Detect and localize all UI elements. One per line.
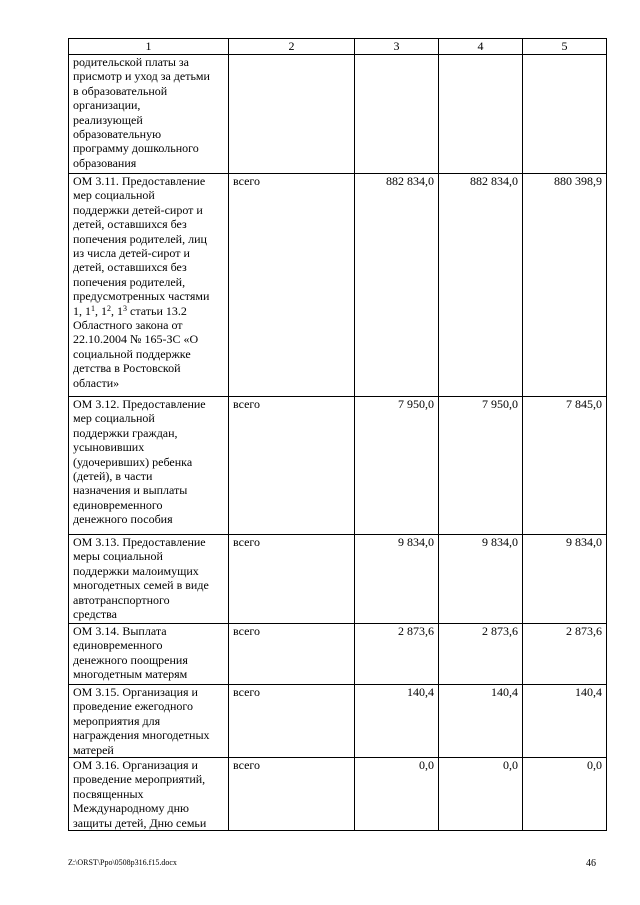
row-value-4: 0,0	[439, 758, 523, 831]
table-row	[69, 535, 607, 624]
row-value-4	[439, 55, 523, 174]
row-name-cell: родительской платы за присмотр и уход за детьми в образовательной организации, реализующей образовательную программу дошкольного образования	[69, 55, 229, 174]
row-value-5: 7 845,0	[523, 397, 607, 535]
row-value-5: 9 834,0	[523, 535, 607, 624]
row-value-4: 882 834,0	[439, 174, 523, 397]
column-header-5: 5	[523, 39, 607, 55]
row-name-part: , 1	[111, 303, 123, 318]
row-value-3: 140,4	[355, 685, 439, 758]
row-value-5: 2 873,6	[523, 624, 607, 685]
row-value-4: 2 873,6	[439, 624, 523, 685]
column-header-3: 3	[355, 39, 439, 55]
row-value-3: 882 834,0	[355, 174, 439, 397]
table-row	[69, 624, 607, 685]
row-scope-cell	[229, 55, 355, 174]
table-row	[69, 685, 607, 758]
table-row	[69, 758, 607, 831]
column-header-4: 4	[439, 39, 523, 55]
row-scope-cell: всего	[229, 758, 355, 831]
row-name-part: ОМ 3.11. Предоставление мер социальной поддержки детей-сирот и детей, оставшихся без попечения родителей, лиц из числа детей-сирот и детей, оставшихся без попечения родителей, предусмотренных частями 1, 1	[73, 174, 210, 318]
row-value-3: 7 950,0	[355, 397, 439, 535]
row-value-4: 7 950,0	[439, 397, 523, 535]
superscript: 1	[91, 303, 95, 313]
page-number: 46	[586, 858, 596, 869]
row-scope-cell: всего	[229, 624, 355, 685]
program-table	[68, 38, 607, 831]
row-value-3: 2 873,6	[355, 624, 439, 685]
row-name-cell	[69, 174, 229, 397]
row-name-cell: ОМ 3.12. Предоставление мер социальной поддержки граждан, усыновивших (удочеривших) ребенка (детей), в части назначения и выплаты единовременного денежного пособия	[69, 397, 229, 535]
row-value-3	[355, 55, 439, 174]
row-value-4: 140,4	[439, 685, 523, 758]
row-name-cell: ОМ 3.16. Организация и проведение мероприятий, посвященных Международному дню защиты детей, Дню семьи	[69, 758, 229, 831]
row-scope-cell: всего	[229, 535, 355, 624]
footer-file-path: Z:\ORST\Ppo\0508p316.f15.docx	[68, 858, 177, 867]
row-name-part: , 1	[95, 303, 107, 318]
column-header-1: 1	[69, 39, 229, 55]
table-row	[69, 397, 607, 535]
row-name-cell: ОМ 3.15. Организация и проведение ежегодного мероприятия для награждения многодетных матерей	[69, 685, 229, 758]
column-header-2: 2	[229, 39, 355, 55]
row-scope-cell: всего	[229, 174, 355, 397]
row-scope-cell: всего	[229, 397, 355, 535]
table-header-row	[69, 39, 607, 55]
table-row	[69, 55, 607, 174]
row-value-4: 9 834,0	[439, 535, 523, 624]
superscript: 3	[123, 303, 127, 313]
row-value-3: 9 834,0	[355, 535, 439, 624]
row-name-cell: ОМ 3.14. Выплата единовременного денежного поощрения многодетным матерям	[69, 624, 229, 685]
row-name-cell: ОМ 3.13. Предоставление меры социальной поддержки малоимущих многодетных семей в виде автотранспортного средства	[69, 535, 229, 624]
row-value-5	[523, 55, 607, 174]
table-row	[69, 174, 607, 397]
row-value-5: 880 398,9	[523, 174, 607, 397]
row-value-5: 0,0	[523, 758, 607, 831]
row-value-3: 0,0	[355, 758, 439, 831]
row-value-5: 140,4	[523, 685, 607, 758]
row-name-part: статьи 13.2 Областного закона от 22.10.2004 № 165-ЗС «О социальной поддержке детства в Ростовской области»	[73, 303, 199, 390]
row-scope-cell: всего	[229, 685, 355, 758]
superscript: 2	[107, 303, 111, 313]
